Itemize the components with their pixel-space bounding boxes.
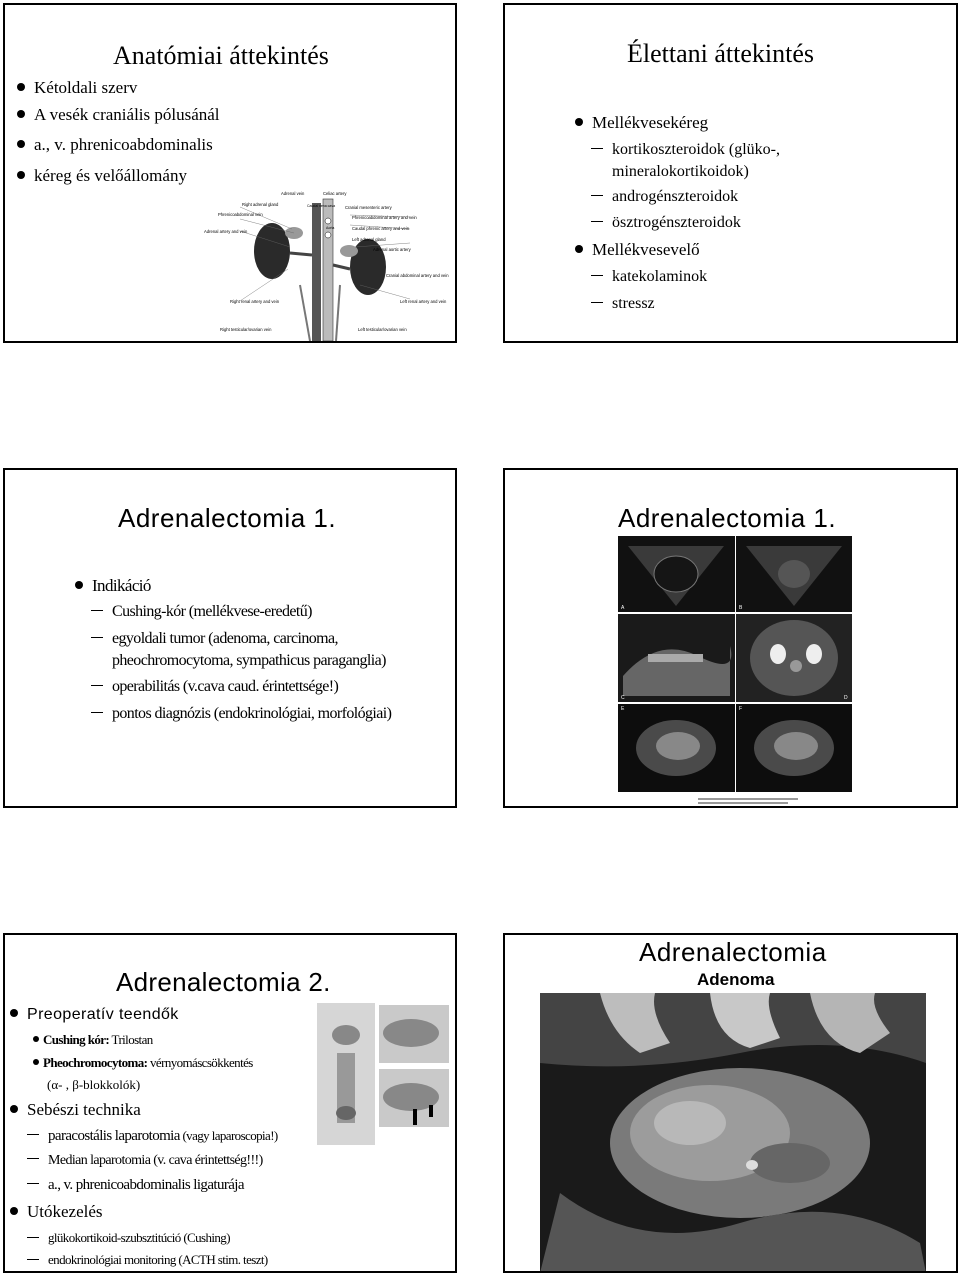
svg-text:C: C [621, 695, 625, 701]
bullet-icon [10, 1105, 18, 1113]
slide-title: Adrenalectomia 1. [618, 503, 837, 533]
bullet-icon [10, 1207, 18, 1215]
svg-text:Adrenal artery and vein: Adrenal artery and vein [204, 229, 248, 234]
svg-text:Left testicular/ovarian vein: Left testicular/ovarian vein [358, 327, 407, 332]
sub-bullet-item: egyoldali tumor (adenoma, carcinoma, [91, 630, 338, 648]
bullet-item: Preoperatív teendők [10, 1006, 179, 1024]
svg-text:Left renal artery and vein: Left renal artery and vein [400, 299, 447, 304]
slide-subtitle: Adenoma [697, 970, 775, 989]
sub-bullet-item: glükokortikoid-szubsztitúció (Cushing) [27, 1230, 230, 1246]
bullet-item: Sebészi technika [10, 1100, 141, 1120]
bullet-icon [17, 110, 25, 118]
bullet-icon [33, 1059, 39, 1065]
bullet-icon [17, 171, 25, 179]
dash-icon [91, 637, 103, 638]
svg-text:Cranial mesenteric artery: Cranial mesenteric artery [345, 205, 392, 210]
slide-title: Anatómiai áttekintés [113, 41, 329, 70]
svg-text:Phrenicoabdominal vein: Phrenicoabdominal vein [218, 212, 263, 217]
svg-text:Right testicular/ovarian vein: Right testicular/ovarian vein [220, 327, 272, 332]
bullet-item: a., v. phrenicoabdominalis [17, 135, 213, 155]
svg-text:B: B [739, 605, 743, 611]
slide-anatomy [3, 3, 457, 343]
bullet-item: kéreg és velőállomány [17, 166, 187, 186]
bullet-icon [75, 581, 83, 589]
slide-title: Adrenalectomia [639, 937, 827, 967]
sub-bullet-item: androgénszteroidok [591, 188, 738, 206]
svg-text:Adrenal aortic artery: Adrenal aortic artery [373, 247, 411, 252]
sub-bullet-item: pontos diagnózis (endokrinológiai, morfológiai) [91, 705, 391, 723]
bullet-icon [17, 140, 25, 148]
bullet-item: Kétoldali szerv [17, 78, 137, 98]
sub-bullet-item: Median laparotomia (v. cava érintettség!!!) [27, 1153, 263, 1169]
dash-icon [91, 685, 103, 686]
dash-icon [27, 1237, 39, 1238]
svg-text:Right adrenal gland: Right adrenal gland [242, 202, 279, 207]
svg-text:Phrenicoabdominal artery and v: Phrenicoabdominal artery and vein [352, 215, 417, 220]
dash-icon [591, 221, 603, 222]
svg-text:Left adrenal gland: Left adrenal gland [352, 237, 386, 242]
dash-icon [27, 1158, 39, 1159]
bullet-icon [10, 1009, 18, 1017]
svg-text:Aorta: Aorta [326, 226, 335, 230]
svg-text:Caudal phrenic artery and vein: Caudal phrenic artery and vein [352, 226, 410, 231]
slide-title: Adrenalectomia 2. [116, 967, 331, 997]
bullet-item: Indikáció [75, 576, 151, 596]
svg-text:E: E [621, 706, 625, 712]
sub-bullet-continuation: mineralokortikoidok) [612, 163, 749, 180]
bullet-item: A vesék craniális pólusánál [17, 105, 220, 125]
bullet-item: Utókezelés [10, 1202, 103, 1222]
svg-text:Caudal vena cava: Caudal vena cava [307, 204, 336, 208]
sub-bullet-item: stressz [591, 295, 655, 313]
dash-icon [91, 610, 103, 611]
svg-text:D: D [844, 695, 848, 701]
dash-icon [27, 1134, 39, 1135]
adrenal-anatomy-figure [200, 185, 450, 341]
sub-bullet-item: a., v. phrenicoabdominalis ligaturája [27, 1177, 244, 1194]
dash-icon [91, 712, 103, 713]
sub-bullet-item: Cushing-kór (mellékvese-eredetű) [91, 603, 312, 621]
bullet-item: Mellékvesevelő [575, 240, 700, 260]
slide-imaging [503, 468, 958, 808]
imaging-figure [618, 536, 852, 808]
svg-text:Adrenal vein: Adrenal vein [281, 191, 305, 196]
svg-text:F: F [739, 706, 743, 712]
sub-bullet-continuation: pheochromocytoma, sympathicus paraganglia) [112, 652, 386, 669]
dash-icon [27, 1259, 39, 1260]
sub-bullet-item: Pheochromocytoma: vérnyomáscsökkentés [33, 1055, 253, 1071]
dash-icon [27, 1183, 39, 1184]
svg-text:Celiac artery: Celiac artery [323, 191, 347, 196]
slide-physiology [503, 3, 958, 343]
sub-bullet-item: ösztrogénszteroidok [591, 214, 741, 232]
slide-title: Adrenalectomia 1. [118, 503, 337, 533]
bullet-icon [17, 83, 25, 91]
slide-preoperative [3, 933, 457, 1273]
adenoma-photo [540, 993, 926, 1273]
dash-icon [591, 302, 603, 303]
bullet-item: Mellékvesekéreg [575, 113, 708, 133]
bullet-icon [33, 1036, 39, 1042]
slide-indication [3, 468, 457, 808]
dash-icon [591, 275, 603, 276]
bullet-icon [575, 245, 583, 253]
svg-text:Right renal artery and vein: Right renal artery and vein [230, 299, 280, 304]
sub-bullet-item: endokrinológiai monitoring (ACTH stim. teszt) [27, 1252, 268, 1268]
slide-adenoma [503, 933, 958, 1273]
sub-bullet-item: paracostális laparotomia (vagy laparoscopia!) [27, 1128, 278, 1145]
sub-bullet-item: operabilitás (v.cava caud. érintettsége!) [91, 678, 338, 696]
svg-text:Cranial abdominal artery and v: Cranial abdominal artery and vein [386, 273, 449, 278]
dash-icon [591, 195, 603, 196]
slide-title: Élettani áttekintés [627, 39, 814, 68]
sub-bullet-item: Cushing kór: Trilostan [33, 1032, 153, 1048]
dash-icon [591, 148, 603, 149]
sub-bullet-continuation: (α- , β-blokkolók) [47, 1077, 141, 1092]
surgical-position-figure [317, 1003, 449, 1145]
svg-text:A: A [621, 605, 625, 611]
sub-bullet-item: kortikoszteroidok (glükо-, [591, 141, 780, 159]
sub-bullet-item: katekolaminok [591, 268, 707, 286]
bullet-icon [575, 118, 583, 126]
